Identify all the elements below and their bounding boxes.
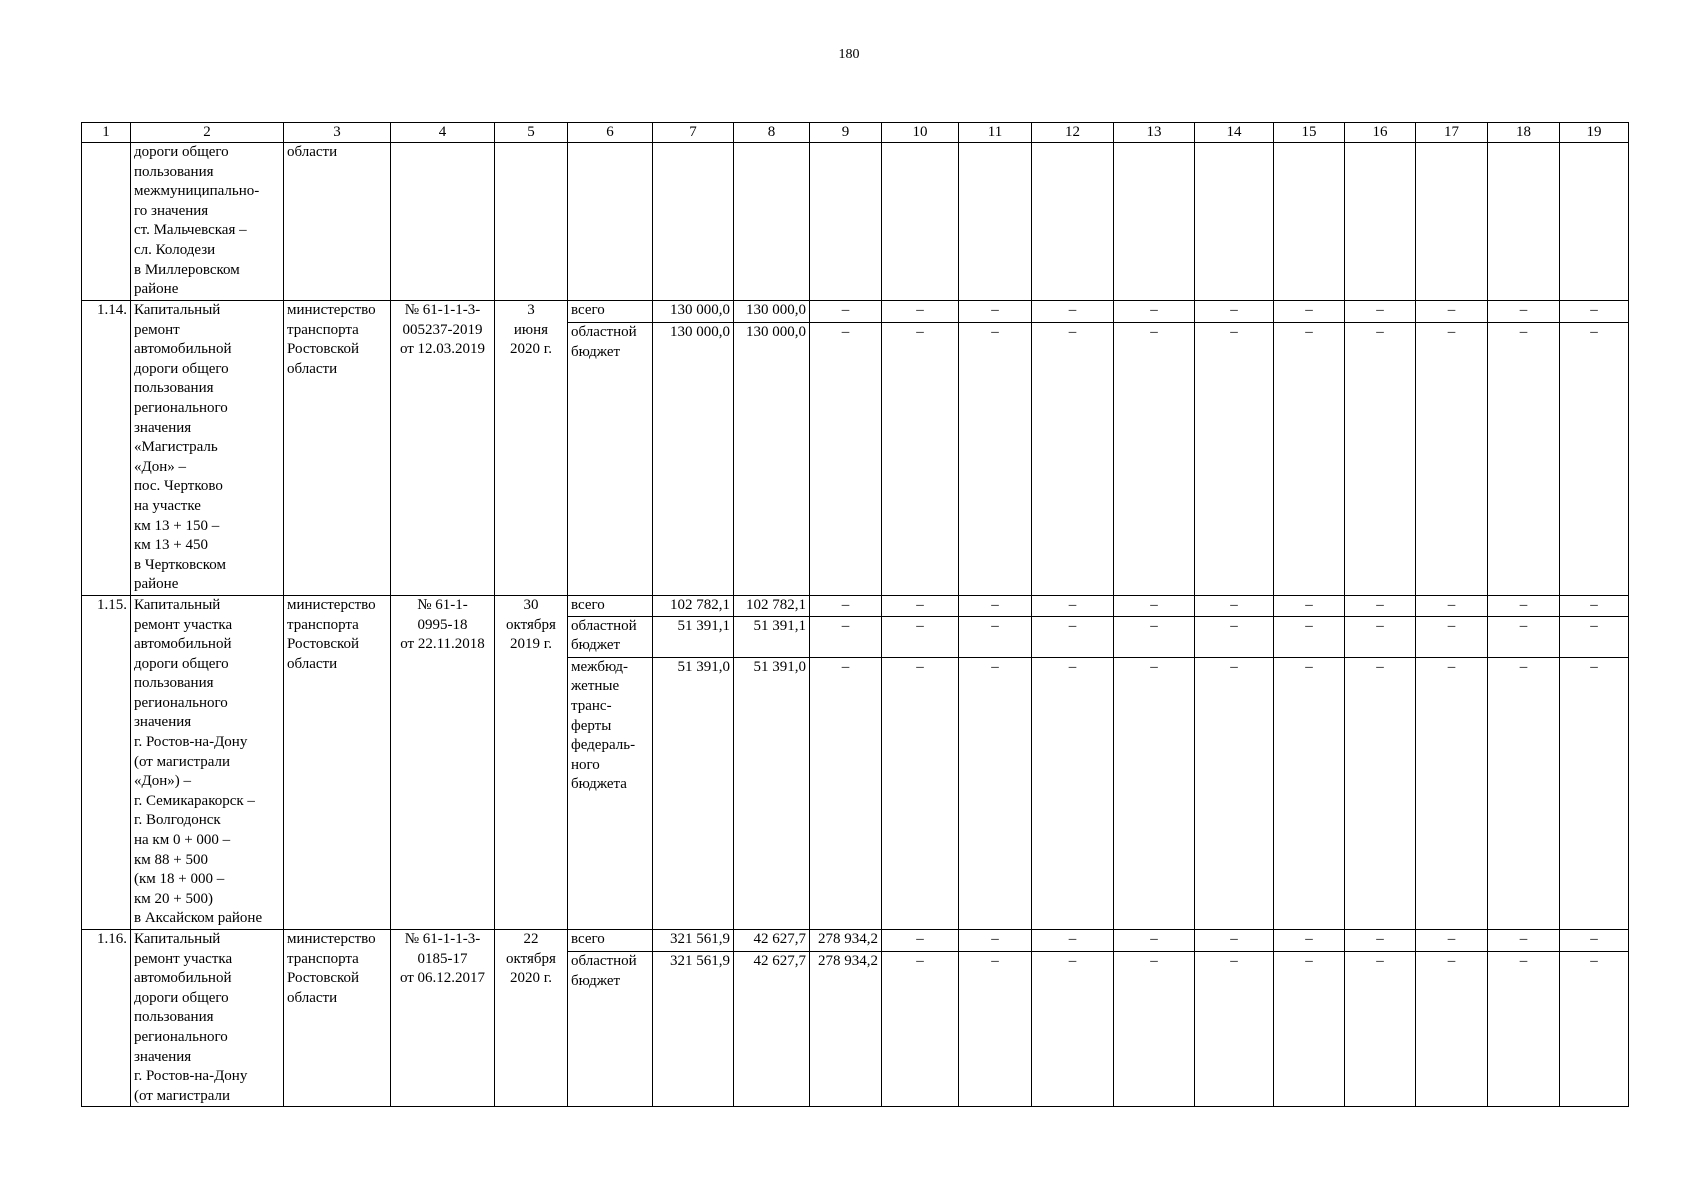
amount-year-1: 130 000,0 — [734, 323, 810, 596]
column-header: 8 — [734, 123, 810, 143]
amount-year-2: – — [810, 301, 882, 323]
amount-year-7: – — [1195, 595, 1274, 616]
amount-year-12: – — [1560, 930, 1629, 952]
amount-year-11: – — [1488, 301, 1560, 323]
empty-cell — [1416, 143, 1488, 301]
amount-year-4: – — [959, 951, 1032, 1106]
column-header: 13 — [1114, 123, 1195, 143]
amount-year-11: – — [1488, 595, 1560, 616]
amount-year-10: – — [1416, 301, 1488, 323]
amount-year-8: – — [1274, 616, 1345, 657]
amount-year-3: – — [882, 657, 959, 929]
item-document: № 61-1- 0995-18 от 22.11.2018 — [391, 595, 495, 929]
column-header: 17 — [1416, 123, 1488, 143]
item-row — [82, 301, 1629, 323]
item-row — [82, 595, 1629, 616]
amount-year-9: – — [1345, 616, 1416, 657]
amount-year-1: 51 391,1 — [734, 616, 810, 657]
amount-year-5: – — [1032, 930, 1114, 952]
amount-year-6: – — [1114, 951, 1195, 1106]
item-number: 1.14. — [82, 301, 131, 596]
program-table — [81, 122, 1629, 1107]
empty-cell — [1345, 143, 1416, 301]
amount-year-2: – — [810, 616, 882, 657]
amount-year-5: – — [1032, 616, 1114, 657]
amount-year-2: – — [810, 323, 882, 596]
amount-year-1: 42 627,7 — [734, 930, 810, 952]
continuation-name: дороги общего пользования межмуниципально- го значения ст. Мальчевская – сл. Колодези в Миллеровском районе — [131, 143, 284, 301]
continuation-number-cell — [82, 143, 131, 301]
empty-cell — [653, 143, 734, 301]
column-header: 11 — [959, 123, 1032, 143]
amount-year-11: – — [1488, 323, 1560, 596]
column-header: 6 — [568, 123, 653, 143]
item-number: 1.15. — [82, 595, 131, 929]
amount-year-8: – — [1274, 301, 1345, 323]
item-responsible: министерство транспорта Ростовской области — [284, 930, 391, 1107]
column-header: 9 — [810, 123, 882, 143]
amount-year-3: – — [882, 301, 959, 323]
amount-year-4: – — [959, 595, 1032, 616]
amount-year-10: – — [1416, 595, 1488, 616]
item-date: 30 октября 2019 г. — [495, 595, 568, 929]
amount-year-10: – — [1416, 616, 1488, 657]
amount-year-6: – — [1114, 323, 1195, 596]
amount-year-4: – — [959, 301, 1032, 323]
item-responsible: министерство транспорта Ростовской области — [284, 301, 391, 596]
amount-year-7: – — [1195, 301, 1274, 323]
funding-source: областной бюджет — [568, 951, 653, 1106]
amount-year-8: – — [1274, 657, 1345, 929]
empty-cell — [1488, 143, 1560, 301]
column-header: 7 — [653, 123, 734, 143]
amount-year-5: – — [1032, 595, 1114, 616]
amount-total: 102 782,1 — [653, 595, 734, 616]
empty-cell — [495, 143, 568, 301]
column-header: 3 — [284, 123, 391, 143]
amount-year-6: – — [1114, 595, 1195, 616]
amount-year-9: – — [1345, 301, 1416, 323]
amount-year-8: – — [1274, 951, 1345, 1106]
empty-cell — [1274, 143, 1345, 301]
amount-year-12: – — [1560, 301, 1629, 323]
column-header: 5 — [495, 123, 568, 143]
empty-cell — [1195, 143, 1274, 301]
amount-year-5: – — [1032, 323, 1114, 596]
amount-year-8: – — [1274, 595, 1345, 616]
amount-year-6: – — [1114, 930, 1195, 952]
empty-cell — [1560, 143, 1629, 301]
amount-year-12: – — [1560, 657, 1629, 929]
amount-year-2: – — [810, 595, 882, 616]
amount-year-1: 51 391,0 — [734, 657, 810, 929]
amount-total: 130 000,0 — [653, 323, 734, 596]
amount-year-10: – — [1416, 951, 1488, 1106]
column-header: 18 — [1488, 123, 1560, 143]
amount-year-11: – — [1488, 616, 1560, 657]
amount-year-10: – — [1416, 323, 1488, 596]
item-row — [82, 930, 1629, 952]
column-header: 12 — [1032, 123, 1114, 143]
amount-year-7: – — [1195, 323, 1274, 596]
amount-year-2: 278 934,2 — [810, 930, 882, 952]
amount-year-2: – — [810, 657, 882, 929]
column-header: 14 — [1195, 123, 1274, 143]
amount-year-9: – — [1345, 951, 1416, 1106]
empty-cell — [568, 143, 653, 301]
amount-year-3: – — [882, 616, 959, 657]
amount-year-3: – — [882, 595, 959, 616]
amount-total: 321 561,9 — [653, 951, 734, 1106]
amount-year-4: – — [959, 657, 1032, 929]
empty-cell — [1114, 143, 1195, 301]
amount-total: 130 000,0 — [653, 301, 734, 323]
item-document: № 61-1-1-3- 005237-2019 от 12.03.2019 — [391, 301, 495, 596]
column-header: 1 — [82, 123, 131, 143]
continuation-responsible: области — [284, 143, 391, 301]
amount-year-8: – — [1274, 323, 1345, 596]
amount-year-4: – — [959, 930, 1032, 952]
amount-total: 51 391,1 — [653, 616, 734, 657]
amount-year-4: – — [959, 323, 1032, 596]
amount-year-12: – — [1560, 595, 1629, 616]
column-header: 16 — [1345, 123, 1416, 143]
amount-year-10: – — [1416, 930, 1488, 952]
funding-source: межбюд- жетные транс- ферты федераль- ного бюджета — [568, 657, 653, 929]
amount-year-5: – — [1032, 657, 1114, 929]
amount-year-1: 130 000,0 — [734, 301, 810, 323]
funding-source: всего — [568, 595, 653, 616]
amount-year-6: – — [1114, 301, 1195, 323]
amount-total: 321 561,9 — [653, 930, 734, 952]
page-number: 180 — [838, 47, 860, 62]
amount-year-9: – — [1345, 930, 1416, 952]
amount-year-9: – — [1345, 323, 1416, 596]
column-header: 10 — [882, 123, 959, 143]
continuation-row — [82, 143, 1629, 301]
amount-year-6: – — [1114, 616, 1195, 657]
item-document: № 61-1-1-3- 0185-17 от 06.12.2017 — [391, 930, 495, 1107]
item-date: 22 октября 2020 г. — [495, 930, 568, 1107]
amount-total: 51 391,0 — [653, 657, 734, 929]
column-number-row — [82, 123, 1629, 143]
column-header: 19 — [1560, 123, 1629, 143]
amount-year-7: – — [1195, 951, 1274, 1106]
empty-cell — [391, 143, 495, 301]
empty-cell — [882, 143, 959, 301]
funding-source: всего — [568, 301, 653, 323]
amount-year-11: – — [1488, 930, 1560, 952]
amount-year-11: – — [1488, 951, 1560, 1106]
empty-cell — [959, 143, 1032, 301]
amount-year-4: – — [959, 616, 1032, 657]
amount-year-3: – — [882, 951, 959, 1106]
column-header: 2 — [131, 123, 284, 143]
empty-cell — [734, 143, 810, 301]
amount-year-1: 42 627,7 — [734, 951, 810, 1106]
column-header: 4 — [391, 123, 495, 143]
amount-year-12: – — [1560, 323, 1629, 596]
item-responsible: министерство транспорта Ростовской области — [284, 595, 391, 929]
empty-cell — [810, 143, 882, 301]
amount-year-12: – — [1560, 616, 1629, 657]
item-number: 1.16. — [82, 930, 131, 1107]
amount-year-11: – — [1488, 657, 1560, 929]
amount-year-3: – — [882, 323, 959, 596]
item-name: Капитальный ремонт участка автомобильной дороги общего пользования регионального значения г. Ростов-на-Дону (от магистрали «Дон») – г. Семикаракорск – г. Волгодонск на км 0 + 000 – км 88 + 500 (км 18 + 000 – км 20 + 500) в Аксайском районе — [131, 595, 284, 929]
item-name: Капитальный ремонт автомобильной дороги общего пользования регионального значения «Магистраль «Дон» – пос. Чертково на участке км 13 + 150 – км 13 + 450 в Чертковском районе — [131, 301, 284, 596]
amount-year-7: – — [1195, 657, 1274, 929]
amount-year-9: – — [1345, 595, 1416, 616]
amount-year-8: – — [1274, 930, 1345, 952]
item-date: 3 июня 2020 г. — [495, 301, 568, 596]
amount-year-9: – — [1345, 657, 1416, 929]
amount-year-12: – — [1560, 951, 1629, 1106]
item-name: Капитальный ремонт участка автомобильной дороги общего пользования регионального значения г. Ростов-на-Дону (от магистрали — [131, 930, 284, 1107]
column-header: 15 — [1274, 123, 1345, 143]
empty-cell — [1032, 143, 1114, 301]
amount-year-3: – — [882, 930, 959, 952]
amount-year-2: 278 934,2 — [810, 951, 882, 1106]
funding-source: областной бюджет — [568, 323, 653, 596]
amount-year-5: – — [1032, 301, 1114, 323]
amount-year-6: – — [1114, 657, 1195, 929]
amount-year-7: – — [1195, 930, 1274, 952]
funding-source: областной бюджет — [568, 616, 653, 657]
amount-year-5: – — [1032, 951, 1114, 1106]
amount-year-1: 102 782,1 — [734, 595, 810, 616]
amount-year-10: – — [1416, 657, 1488, 929]
amount-year-7: – — [1195, 616, 1274, 657]
funding-source: всего — [568, 930, 653, 952]
